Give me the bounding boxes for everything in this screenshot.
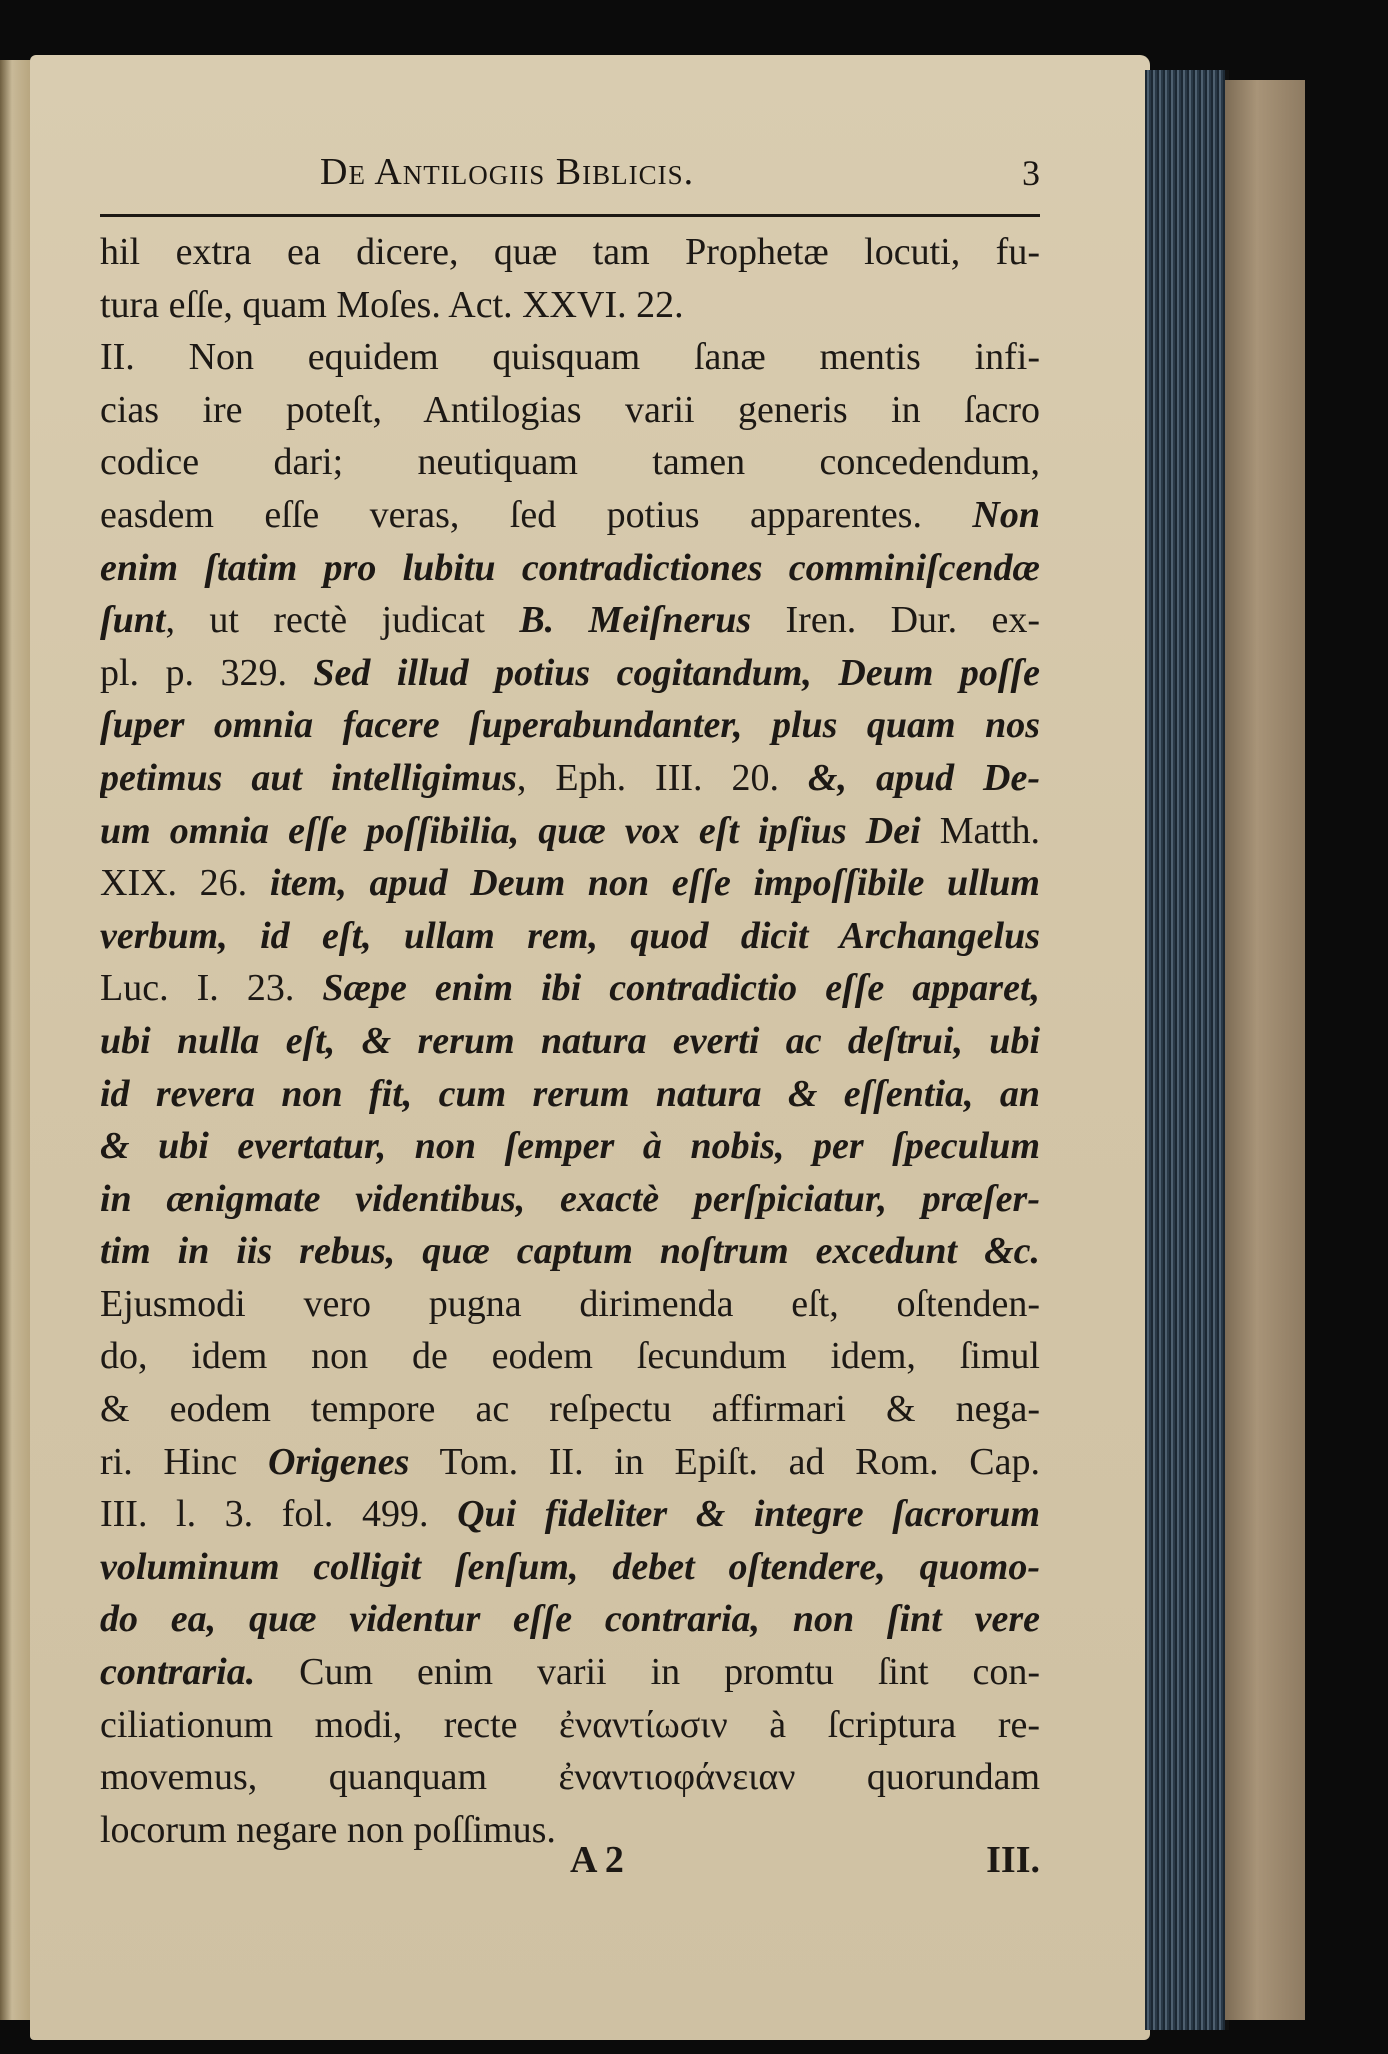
text-line (100, 1015, 1040, 1068)
italic-run: B. Meiſnerus (519, 599, 752, 642)
text-line (100, 1225, 1040, 1278)
binding-endpaper (1225, 80, 1305, 2020)
text-line (100, 1646, 1040, 1699)
text-run: do, idem non de eodem ſecundum idem, ſimul (100, 1335, 1040, 1378)
italic-run: Sæpe enim ibi contradictio eſſe apparet, (322, 967, 1040, 1010)
italic-run: Qui fideliter & integre ſacrorum (457, 1493, 1040, 1536)
text-run: ri. Hinc (100, 1440, 268, 1483)
text-line (100, 542, 1040, 595)
text-line (100, 594, 1040, 647)
italic-run: petimus aut intelligimus (100, 756, 517, 799)
text-line (100, 752, 1040, 805)
page-fore-edge (1145, 70, 1229, 2030)
body-text (100, 226, 1040, 1856)
italic-run: ubi nulla eſt, & rerum natura everti ac deſtrui, ubi (100, 1019, 1040, 1062)
italic-run: in ænigmate videntibus, exactè perſpiciatur, præſer- (100, 1177, 1040, 1220)
running-head-title: De Antilogiis Biblicis. (320, 151, 695, 193)
text-run: III. l. 3. fol. 499. (100, 1493, 458, 1536)
text-line (100, 1330, 1040, 1383)
catchword: III. (986, 1839, 1040, 1881)
text-line (100, 962, 1040, 1015)
text-run: ciliationum modi, recte ἐναντίωσιν à ſcriptura re- (100, 1703, 1040, 1746)
text-line (100, 1120, 1040, 1173)
text-line (100, 1436, 1040, 1489)
italic-run: tim in iis rebus, quæ captum noſtrum excedunt &c. (100, 1230, 1040, 1273)
text-run: Matth. (920, 809, 1040, 852)
italic-run: contraria. (100, 1651, 256, 1694)
italic-run: Origenes (267, 1440, 410, 1483)
text-run: easdem eſſe veras, ſed potius apparentes. (100, 493, 973, 536)
header-rule (100, 214, 1040, 217)
text-run: , ut rectè judicat (165, 599, 520, 642)
text-run: Iren. Dur. ex- (751, 599, 1040, 642)
text-run: movemus, quanquam ἐναντιοφάνειαν quorundam (100, 1756, 1040, 1799)
text-line (100, 647, 1040, 700)
text-run: Tom. II. in Epiſt. ad Rom. Cap. (409, 1440, 1040, 1483)
text-line (100, 1383, 1040, 1436)
text-line (100, 1488, 1040, 1541)
adjacent-page-edge (0, 60, 30, 2020)
italic-run: item, apud Deum non eſſe impoſſibile ullum (269, 862, 1040, 905)
text-line (100, 1593, 1040, 1646)
text-line (100, 384, 1040, 437)
text-run: & eodem tempore ac reſpectu affirmari & nega- (100, 1388, 1040, 1431)
text-run: codice dari; neutiquam tamen concedendum, (100, 441, 1040, 484)
italic-run: Non (972, 493, 1040, 536)
text-run: Luc. I. 23. (100, 967, 323, 1010)
italic-run: do ea, quæ videntur eſſe contraria, non ſint vere (100, 1598, 1040, 1641)
text-line (100, 805, 1040, 858)
text-line (100, 910, 1040, 963)
italic-run: um omnia eſſe poſſibilia, quæ vox eſt ipſius Dei (100, 809, 921, 852)
text-run: Ejusmodi vero pugna dirimenda eſt, oſtenden- (100, 1282, 1040, 1325)
text-line (100, 699, 1040, 752)
italic-run: ſunt (100, 599, 166, 642)
page-number: 3 (1022, 153, 1040, 193)
text-run: , Eph. III. 20. (516, 756, 808, 799)
italic-run: verbum, id eſt, ullam rem, quod dicit Archangelus (100, 914, 1040, 957)
text-line (100, 436, 1040, 489)
italic-run: & ubi evertatur, non ſemper à nobis, per ſpeculum (100, 1125, 1040, 1168)
text-run: tura eſſe, quam Moſes. Act. XXVI. 22. (100, 283, 684, 326)
text-line (100, 279, 1040, 332)
text-line (100, 857, 1040, 910)
text-line (100, 226, 1040, 279)
page-footer (100, 1838, 1040, 1888)
text-run: Cum enim varii in promtu ſint con- (255, 1651, 1040, 1694)
text-line (100, 489, 1040, 542)
text-line (100, 1173, 1040, 1226)
text-run: hil extra ea dicere, quæ tam Prophetæ locuti, fu- (100, 231, 1040, 273)
italic-run: voluminum colligit ſenſum, debet oſtendere, quomo- (100, 1545, 1040, 1588)
text-line (100, 1278, 1040, 1331)
text-line (100, 331, 1040, 384)
text-line (100, 1751, 1040, 1804)
italic-run: enim ſtatim pro lubitu contradictiones comminiſcendæ (100, 546, 1040, 589)
italic-run: ſuper omnia facere ſuperabundanter, plus quam nos (100, 704, 1040, 747)
text-run: XIX. 26. (100, 862, 270, 905)
signature-mark: A 2 (570, 1839, 624, 1881)
text-run: pl. p. 329. (100, 651, 314, 694)
text-line (100, 1541, 1040, 1594)
italic-run: &, apud De- (807, 756, 1040, 799)
text-line (100, 1699, 1040, 1752)
text-run: locorum negare non poſſimus. (100, 1808, 556, 1851)
text-run: II. Non equidem quisquam ſanæ mentis infi- (100, 336, 1040, 379)
text-line (100, 1068, 1040, 1121)
text-run: cias ire poteſt, Antilogias varii generis in ſacro (100, 388, 1040, 431)
italic-run: Sed illud potius cogitandum, Deum poſſe (313, 651, 1040, 694)
italic-run: id revera non fit, cum rerum natura & eſſentia, an (100, 1072, 1040, 1115)
running-head (100, 150, 1040, 200)
